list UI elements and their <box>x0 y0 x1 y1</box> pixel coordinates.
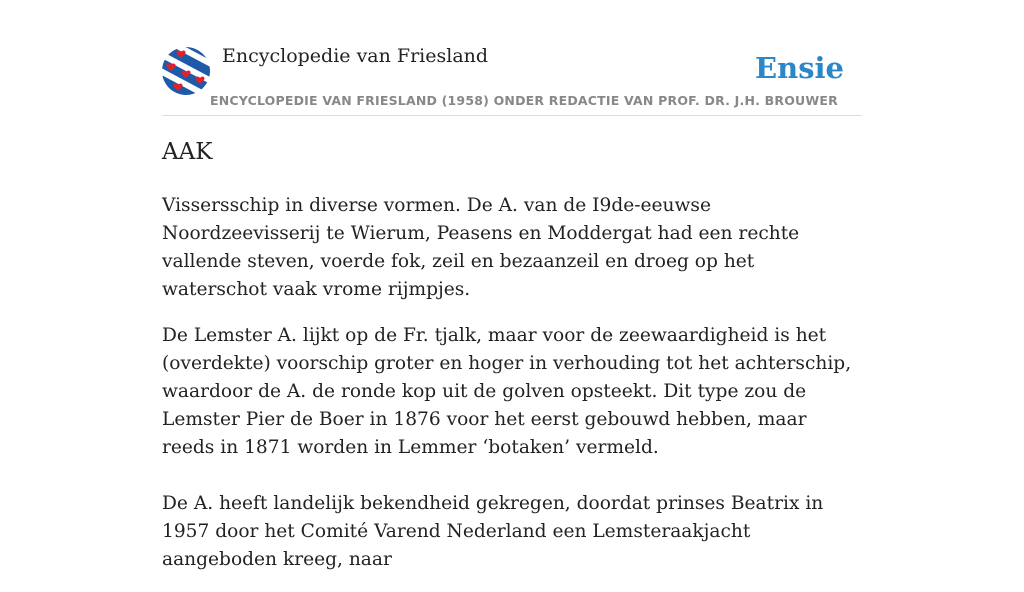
ensie-brand-link[interactable]: Ensie <box>755 51 844 85</box>
entry-body <box>162 192 862 592</box>
frisian-flag-icon[interactable] <box>162 47 210 95</box>
entry-paragraph: De A. heeft landelijk bekendheid gekregen, doordat prinses Beatrix in 1957 door het Comité Varend Nederland een Lemsteraakjacht aangeboden kreeg, naar <box>162 493 824 570</box>
site-title[interactable]: Encyclopedie van Friesland <box>222 45 489 67</box>
entry-paragraph: De Lemster A. lijkt op de Fr. tjalk, maar voor de zeewaardigheid is het (overdekte) voorschip groter en hoger in verhouding tot het achterschip, waardoor de A. de ronde kop uit de golven opsteekt. Dit type zou de Lemster Pier de Boer in 1876 voor het eerst gebouwd hebben, maar reeds in 1871 worden in Lemmer ‘botaken’ vermeld. <box>162 325 852 458</box>
entry-title: AAK <box>162 139 213 165</box>
entry-paragraph: Vissersschip in diverse vormen. De A. van de I9de-eeuwse Noordzeevisserij te Wierum, Peasens en Moddergat had een rechte vallende steven, voerde fok, zeil en bezaanzeil en droeg op het waterschot vaak vrome rijmpjes. <box>162 195 800 300</box>
site-header <box>162 0 862 116</box>
site-subtitle: ENCYCLOPEDIE VAN FRIESLAND (1958) ONDER REDACTIE VAN PROF. DR. J.H. BROUWER <box>210 93 838 108</box>
page <box>162 0 862 570</box>
